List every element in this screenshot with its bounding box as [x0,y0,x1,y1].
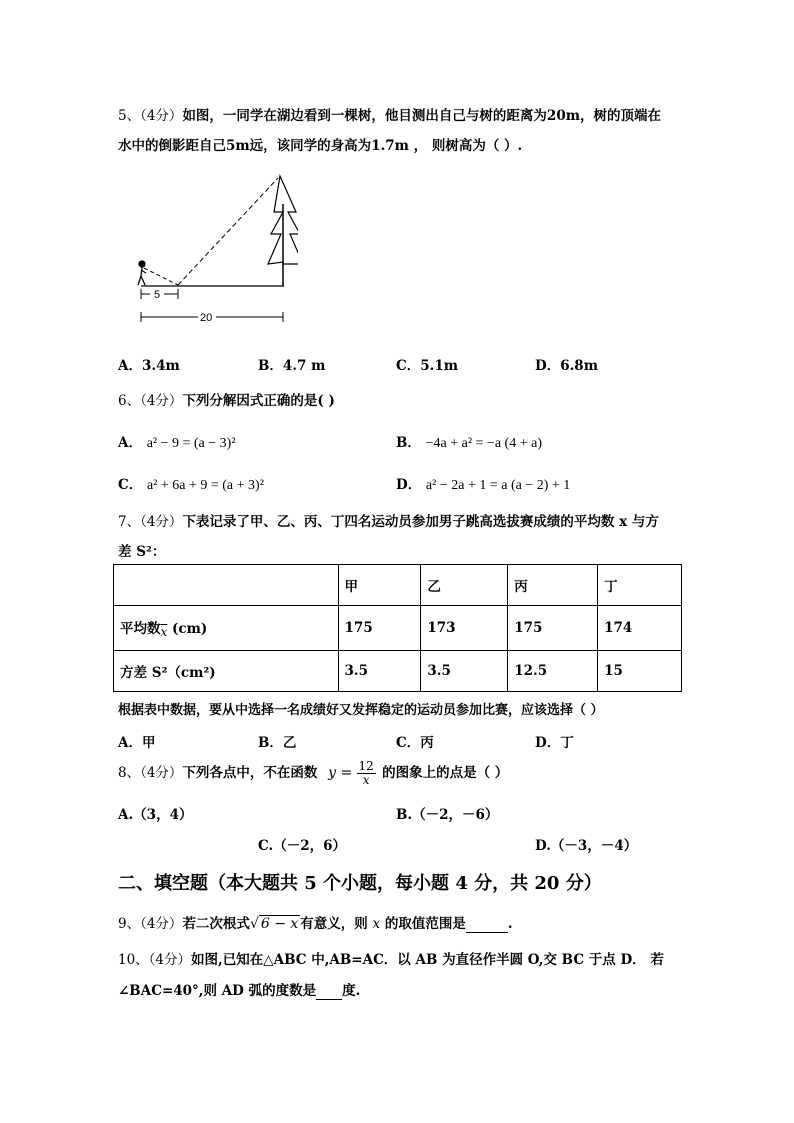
q5-option-d[interactable]: D．6.8m [535,358,598,374]
q7-option-b[interactable]: B．乙 [258,735,297,751]
table-cell: 3.5 [338,650,421,691]
q6-option-d-expr: a² − 2a + 1 = a (a − 2) + 1 [425,478,571,493]
q10-answer-blank[interactable] [316,983,342,1000]
q9-answer-blank[interactable] [466,916,508,933]
table-cell: 15 [598,650,682,691]
q5-line1 [118,104,661,124]
table-header-yi: 乙 [421,565,508,606]
table-cell: 174 [598,606,682,651]
section-title: 二、填空题（本大题共 5 个小题，每小题 4 分，共 20 分） [118,873,602,894]
q5-option-c[interactable]: C．5.1m [396,358,459,374]
table-row [114,650,682,691]
q8-number: 8、（4分） [118,765,183,781]
q6-number: 6、（4分） [118,393,183,409]
person-icon [138,261,146,285]
q6-option-d[interactable] [396,473,570,494]
q6-option-a[interactable] [118,431,236,452]
q5-option-b[interactable]: B．4.7 m [258,358,326,374]
q6-option-c[interactable] [118,473,264,494]
q10-line2 [118,979,360,1000]
table-header-empty [114,565,339,606]
table-header-ding: 丁 [598,565,682,606]
table-cell: 3.5 [421,650,508,691]
q9-stem-b: 有意义，则 [300,916,368,932]
stats-table [113,564,682,692]
q6-option-b[interactable] [396,431,542,452]
table-header-jia: 甲 [338,565,421,606]
q6-option-c-letter: C． [118,477,143,493]
q7-stem-line1: 下表记录了甲、乙、丙、丁四名运动员参加男子跳高选拔赛成绩的平均数 x 与方 [182,514,659,530]
q8-option-b[interactable]: B.（－2，－6） [396,807,499,823]
label-20: 20 [200,312,213,324]
q5-number: 5、（4分） [118,108,183,124]
q8-function [328,759,380,787]
q6-option-d-letter: D． [396,477,422,493]
q6-stem: 下列分解因式正确的是( ) [182,393,335,409]
q8-fraction: $\frac{12}{x}$ [358,759,374,787]
q7-stem-line2: 差 S²： [118,544,166,560]
q7-option-a[interactable]: A．甲 [118,735,156,751]
q5-option-a[interactable]: A．3.4m [118,358,180,374]
q7-number: 7、（4分） [118,514,183,530]
q9-var: x [372,916,381,932]
q6-option-a-letter: A． [118,435,142,451]
q6-option-a-expr: a² − 9 = (a − 3)² [146,436,236,451]
q10-stem-line2b: 度. [342,983,361,999]
table-header-bing: 丙 [508,565,598,606]
q9-radical: √ 6 − x [249,916,299,932]
q7-option-c[interactable]: C．丙 [396,735,434,751]
q8-stem-a: 下列各点中，不在函数 [182,765,318,781]
q9-line: 9、（4分）若二次根式√ 6 − x 有意义，则 x 的取值范围是 . [118,916,513,932]
q7-after-text: 根据表中数据，要从中选择一名成绩好又发挥稳定的运动员参加比赛，应该选择（ ） [118,703,604,718]
q5-figure [128,172,298,332]
q9-stem-a: 若二次根式 [182,916,250,932]
q8-func-y: y = [328,765,353,781]
q9-number: 9、（4分） [118,916,183,932]
q6-option-c-expr: a² + 6a + 9 = (a + 3)² [146,478,264,493]
table-row [114,606,682,651]
q10-stem-line1: 如图,已知在△ABC 中,AB=AC．以 AB 为直径作半圆 O,交 BC 于点 D． 若 [191,952,664,968]
q5-stem-line2: 水中的倒影距自己5m远，该同学的身高为1.7m ， 则树高为（ ）. [118,138,523,154]
q7-option-d[interactable]: D．丁 [535,735,574,751]
q8-option-a[interactable]: A.（3，4） [118,807,193,823]
q6-option-b-expr: −4a + a² = −a (4 + a) [425,436,542,451]
table-cell: 175 [508,606,598,651]
q8-option-d[interactable]: D.（－3，－4） [535,838,638,854]
table-cell: 175 [338,606,421,651]
row-label-variance: 方差 S²（cm²) [114,650,339,691]
q5-stem-line1: 如图，一同学在湖边看到一棵树，他目测出自己与树的距离为20m，树的顶端在 [182,108,662,124]
row-label-mean: 平均数$\overline{x}$ (cm) [114,606,339,651]
sight-line-to-tree [178,178,278,285]
q10-number: 10、（4分） [118,952,192,968]
table-row [114,565,682,606]
label-5: 5 [154,289,161,301]
x-bar: $\overline{x}$ [160,624,168,639]
q6-stem-line [118,389,335,409]
q10-line1 [118,948,664,968]
sight-line-to-person [144,268,178,285]
q8-stem-b: 的图象上的点是（ ） [382,765,509,781]
q7-line1 [118,510,659,530]
q9-stem-c: 的取值范围是 [384,916,466,932]
table-cell: 12.5 [508,650,598,691]
q8-stem-line [118,760,508,787]
table-cell: 173 [421,606,508,651]
q10-stem-line2a: ∠BAC=40°,则 AD 弧的度数是 [118,983,317,999]
q6-option-b-letter: B． [396,435,421,451]
q8-option-c[interactable]: C.（－2，6） [258,838,346,854]
